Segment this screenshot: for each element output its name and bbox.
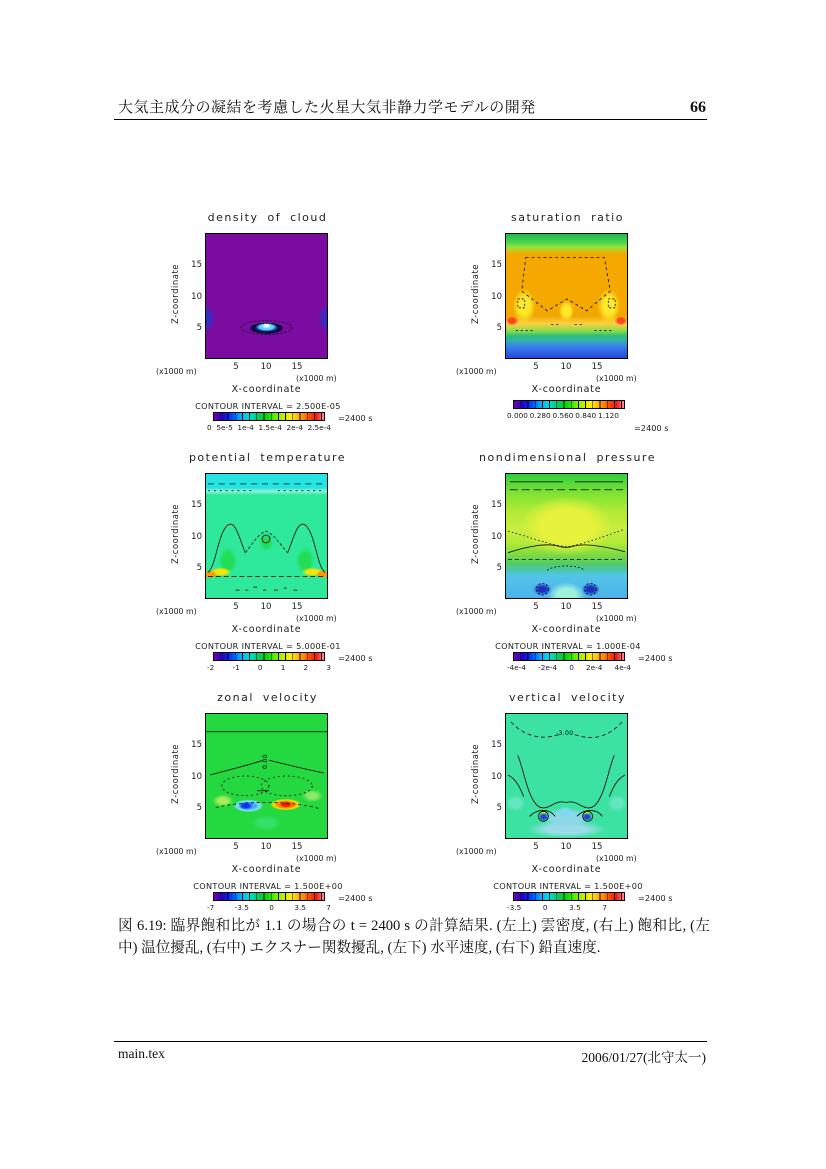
- time-label: =2400 s: [634, 423, 669, 433]
- colorbar-tick: 1e-4: [237, 423, 254, 432]
- x-tick: 5: [233, 842, 239, 852]
- contour-plot-canvas: [505, 713, 628, 839]
- x-tick: 10: [560, 362, 572, 372]
- colorbar-labels: [507, 663, 631, 672]
- plot-title: density of cloud: [207, 211, 328, 224]
- axis-unit-right: (x1000 m): [596, 614, 637, 623]
- colorbar-tick: 0.000: [507, 411, 528, 420]
- contour-lines: [506, 474, 627, 598]
- time-label: =2400 s: [338, 413, 373, 423]
- colorbar-labels: [507, 411, 631, 420]
- contour-plot-canvas: [505, 233, 628, 359]
- colorbar-tick: 3: [326, 663, 331, 672]
- colorbar-tick: 3.5: [294, 903, 306, 912]
- y-axis-label: Z-coordinate: [471, 743, 481, 805]
- header-title: 大気主成分の凝結を考慮した火星大気非静力学モデルの開発: [118, 100, 536, 116]
- colorbar-tick: 0: [569, 663, 574, 672]
- y-tick: 15: [191, 260, 202, 270]
- colorbar-labels: [207, 903, 331, 912]
- plot-nondimensional-pressure: [450, 445, 750, 681]
- axis-unit-left: (x1000 m): [156, 367, 197, 376]
- colorbar: [513, 652, 625, 661]
- contour-lines: [206, 234, 327, 358]
- axis-unit-right: (x1000 m): [296, 854, 337, 863]
- axis-unit-right: (x1000 m): [296, 374, 337, 383]
- y-tick: 10: [491, 532, 502, 542]
- colorbar-labels: [207, 423, 331, 432]
- colorbar-tick: 2e-4: [286, 423, 303, 432]
- colorbar-labels: [207, 663, 331, 672]
- colorbar-tick: -3.5: [507, 903, 522, 912]
- y-axis-label: Z-coordinate: [171, 263, 181, 325]
- y-tick: 5: [496, 803, 502, 813]
- y-tick: 15: [491, 260, 502, 270]
- colorbar: [513, 892, 625, 901]
- plot-title: nondimensional pressure: [479, 451, 656, 464]
- y-tick: 15: [491, 500, 502, 510]
- colorbar-tick: 1.120: [598, 411, 619, 420]
- y-tick: 10: [491, 772, 502, 782]
- y-tick: 5: [196, 803, 202, 813]
- y-tick: 15: [191, 500, 202, 510]
- x-axis-label: X-coordinate: [231, 384, 302, 395]
- colorbar-tick: 7: [602, 903, 607, 912]
- colorbar-tick: -4e-4: [507, 663, 527, 672]
- contour-lines: [506, 234, 627, 358]
- x-axis-label: X-coordinate: [231, 864, 302, 875]
- contour-interval-label: CONTOUR INTERVAL = 5.000E-01: [195, 641, 341, 651]
- colorbar-tick: 0.280: [529, 411, 551, 420]
- y-tick: 15: [191, 740, 202, 750]
- contour-value-label: -3.00: [556, 730, 574, 737]
- colorbar-tick: 0: [207, 423, 212, 432]
- colorbar: [213, 892, 325, 901]
- colorbar-tick: 0: [269, 903, 274, 912]
- contour-plot-canvas: [205, 713, 328, 839]
- y-tick: 10: [191, 532, 202, 542]
- x-tick: 15: [291, 602, 303, 612]
- colorbar-tick: 0.840: [575, 411, 597, 420]
- plot-zonal-velocity: [150, 685, 450, 921]
- time-label: =2400 s: [638, 893, 673, 903]
- colorbar-tick: -2: [207, 663, 215, 672]
- contour-lines: [206, 474, 327, 598]
- colorbar-tick: 7: [326, 903, 331, 912]
- x-axis-label: X-coordinate: [531, 384, 602, 395]
- axis-unit-left: (x1000 m): [156, 607, 197, 616]
- x-tick: 15: [591, 362, 603, 372]
- y-axis-label: Z-coordinate: [471, 503, 481, 565]
- y-tick: 5: [496, 563, 502, 573]
- x-tick: 10: [560, 602, 572, 612]
- y-tick: 5: [196, 323, 202, 333]
- x-tick: 15: [291, 362, 303, 372]
- y-tick: 5: [496, 323, 502, 333]
- y-tick: 10: [491, 292, 502, 302]
- x-tick: 10: [260, 602, 272, 612]
- x-tick: 10: [560, 842, 572, 852]
- axis-unit-right: (x1000 m): [596, 374, 637, 383]
- colorbar-tick: 0.560: [552, 411, 574, 420]
- axis-unit-left: (x1000 m): [456, 367, 497, 376]
- x-axis-label: X-coordinate: [531, 624, 602, 635]
- x-tick: 15: [591, 602, 603, 612]
- y-axis-label: Z-coordinate: [171, 743, 181, 805]
- contour-value-label: 0.00: [261, 754, 269, 769]
- plot-potential-temperature: [150, 445, 450, 681]
- colorbar-tick: 0: [542, 903, 548, 912]
- plot-title: saturation ratio: [511, 211, 624, 224]
- x-tick: 10: [260, 842, 272, 852]
- x-tick: 5: [233, 602, 239, 612]
- contour-lines: [206, 714, 327, 838]
- x-tick: 5: [533, 362, 539, 372]
- plot-title: potential temperature: [188, 451, 347, 464]
- colorbar-labels: [507, 903, 631, 912]
- axis-unit-left: (x1000 m): [456, 607, 497, 616]
- colorbar-tick: 3.5: [569, 903, 581, 912]
- contour-interval-label: CONTOUR INTERVAL = 1.500E+00: [493, 881, 643, 891]
- colorbar-tick: 1: [280, 663, 286, 672]
- figure-caption: 図 6.19: 臨界飽和比が 1.1 の場合の t = 2400 s の計算結果. (左上) 雲密度, (右上) 飽和比, (左中) 温位擾乱, (右中) エクスナー関数擾乱, (左下) 水平速度, (右下) 鉛直速度.: [118, 918, 710, 956]
- colorbar-tick: -7: [207, 903, 215, 912]
- colorbar-tick: 5e-5: [216, 423, 233, 432]
- x-tick: 15: [291, 842, 303, 852]
- contour-interval-label: CONTOUR INTERVAL = 1.000E-04: [495, 641, 641, 651]
- x-tick: 5: [533, 602, 539, 612]
- footer-date-author: 2006/01/27(北守太一): [581, 1050, 706, 1065]
- y-tick: 5: [196, 563, 202, 573]
- x-tick: 5: [233, 362, 239, 372]
- colorbar-tick: -2e-4: [538, 663, 558, 672]
- footer-filename: main.tex: [118, 1046, 165, 1061]
- plot-title: zonal velocity: [217, 691, 318, 704]
- page-header: [118, 96, 706, 117]
- plot-density-of-cloud: [150, 205, 450, 441]
- plot-title: vertical velocity: [508, 691, 626, 704]
- contour-plot-canvas: [505, 473, 628, 599]
- header-rule: [114, 119, 707, 120]
- colorbar-tick: 1.5e-4: [258, 423, 282, 432]
- x-tick: 5: [533, 842, 539, 852]
- footer-rule: [114, 1041, 707, 1042]
- axis-unit-left: (x1000 m): [456, 847, 497, 856]
- colorbar-tick: 4e-4: [614, 663, 631, 672]
- plot-saturation-ratio: [450, 205, 750, 441]
- time-label: =2400 s: [338, 893, 373, 903]
- y-tick: 15: [491, 740, 502, 750]
- axis-unit-left: (x1000 m): [156, 847, 197, 856]
- contour-interval-label: CONTOUR INTERVAL = 2.500E-05: [195, 401, 341, 411]
- x-axis-label: X-coordinate: [531, 864, 602, 875]
- time-label: =2400 s: [638, 653, 673, 663]
- colorbar-tick: 2: [303, 663, 309, 672]
- time-label: =2400 s: [338, 653, 373, 663]
- page-number: 66: [690, 99, 706, 116]
- x-tick: 10: [260, 362, 272, 372]
- contour-plot-canvas: [205, 233, 328, 359]
- colorbar-tick: 2e-4: [586, 663, 603, 672]
- y-axis-label: Z-coordinate: [171, 503, 181, 565]
- y-axis-label: Z-coordinate: [471, 263, 481, 325]
- page-footer: [118, 1046, 706, 1066]
- colorbar: [213, 412, 325, 421]
- x-axis-label: X-coordinate: [231, 624, 302, 635]
- plot-vertical-velocity: [450, 685, 750, 921]
- colorbar-tick: -3.5: [234, 903, 249, 912]
- y-tick: 10: [191, 292, 202, 302]
- axis-unit-right: (x1000 m): [596, 854, 637, 863]
- y-tick: 10: [191, 772, 202, 782]
- contour-plot-canvas: [205, 473, 328, 599]
- axis-unit-right: (x1000 m): [296, 614, 337, 623]
- colorbar-tick: 0: [257, 663, 263, 672]
- x-tick: 15: [591, 842, 603, 852]
- contour-interval-label: CONTOUR INTERVAL = 1.500E+00: [193, 881, 343, 891]
- colorbar-tick: -1: [232, 663, 240, 672]
- colorbar: [513, 400, 625, 409]
- colorbar: [213, 652, 325, 661]
- colorbar-tick: 2.5e-4: [307, 423, 331, 432]
